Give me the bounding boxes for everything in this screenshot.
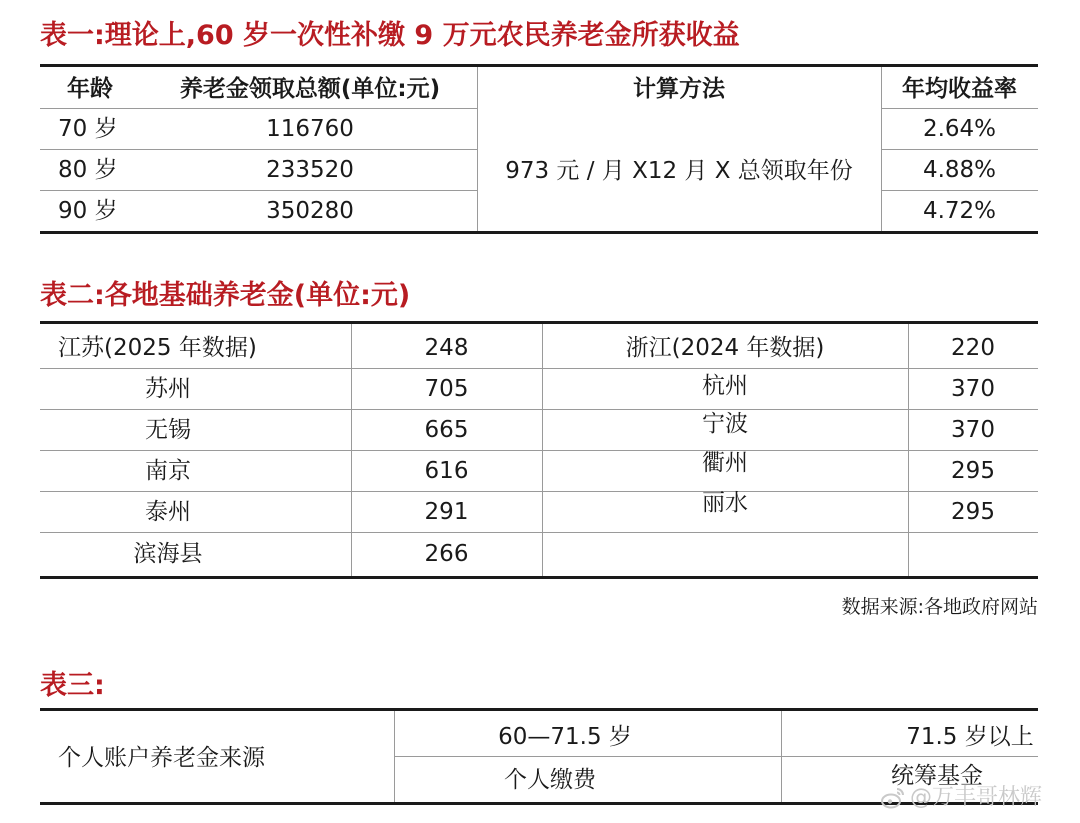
jiangsu-value: 248 bbox=[424, 335, 469, 361]
age-range-60-71: 60—71.5 岁 bbox=[498, 724, 632, 750]
row-total: 233520 bbox=[266, 157, 354, 183]
watermark-text: @万丰哥林辉 bbox=[910, 785, 1043, 810]
zhejiang-city-value: 370 bbox=[951, 376, 995, 402]
jiangsu-city-name: 苏州 bbox=[145, 376, 191, 402]
header-total: 养老金领取总额(单位:元) bbox=[179, 76, 441, 102]
zhejiang-city-value: 295 bbox=[951, 499, 995, 525]
row-rate: 2.64% bbox=[922, 116, 997, 142]
jiangsu-city-value: 616 bbox=[424, 458, 469, 484]
header-method: 计算方法 bbox=[633, 76, 725, 102]
zhejiang-city-name: 衢州 bbox=[702, 450, 748, 476]
table3-title: 表三: bbox=[40, 670, 105, 701]
jiangsu-label: 江苏(2025 年数据) bbox=[58, 335, 257, 361]
pooled-fund: 统筹基金 bbox=[891, 763, 983, 789]
jiangsu-city-value: 705 bbox=[424, 376, 469, 402]
zhejiang-city-name: 宁波 bbox=[702, 411, 748, 437]
personal-contribution: 个人缴费 bbox=[504, 767, 596, 793]
zhejiang-city-name: 丽水 bbox=[702, 490, 748, 516]
data-source: 数据来源:各地政府网站 bbox=[841, 596, 1038, 618]
row-age: 70 岁 bbox=[58, 116, 118, 142]
account-source-label: 个人账户养老金来源 bbox=[58, 745, 265, 771]
zhejiang-city-value: 295 bbox=[951, 458, 995, 484]
jiangsu-city-name: 南京 bbox=[145, 458, 191, 484]
row-age: 90 岁 bbox=[58, 198, 118, 224]
calculation-method: 973 元 / 月 X12 月 X 总领取年份 bbox=[505, 158, 853, 184]
table2-bottom-rule bbox=[40, 576, 1038, 579]
table2-top-rule bbox=[40, 321, 1038, 324]
header-rate: 年均收益率 bbox=[902, 76, 1017, 102]
table3-top-rule bbox=[40, 708, 1038, 711]
row-rate: 4.88% bbox=[922, 157, 997, 183]
jiangsu-city-name: 滨海县 bbox=[133, 541, 203, 567]
weibo-icon bbox=[880, 785, 906, 811]
jiangsu-city-name: 泰州 bbox=[145, 499, 191, 525]
table1-title: 表一:理论上,60 岁一次性补缴 9 万元农民养老金所获收益 bbox=[40, 20, 740, 51]
header-age: 年龄 bbox=[67, 76, 113, 102]
row-age: 80 岁 bbox=[58, 157, 118, 183]
jiangsu-city-name: 无锡 bbox=[145, 417, 191, 443]
row-total: 116760 bbox=[266, 116, 354, 142]
jiangsu-city-value: 291 bbox=[424, 499, 469, 525]
row-rate: 4.72% bbox=[922, 198, 997, 224]
row-total: 350280 bbox=[266, 198, 354, 224]
table1-top-rule bbox=[40, 64, 1038, 67]
watermark bbox=[880, 783, 1042, 813]
jiangsu-city-value: 266 bbox=[424, 541, 469, 567]
table2-title: 表二:各地基础养老金(单位:元) bbox=[40, 280, 411, 311]
zhejiang-city-value: 370 bbox=[951, 417, 995, 443]
table1-bottom-rule bbox=[40, 231, 1038, 234]
zhejiang-value: 220 bbox=[951, 335, 995, 361]
jiangsu-city-value: 665 bbox=[424, 417, 469, 443]
age-above-71: 71.5 岁以上 bbox=[906, 724, 1034, 750]
zhejiang-label: 浙江(2024 年数据) bbox=[625, 335, 825, 361]
zhejiang-city-name: 杭州 bbox=[702, 373, 748, 399]
